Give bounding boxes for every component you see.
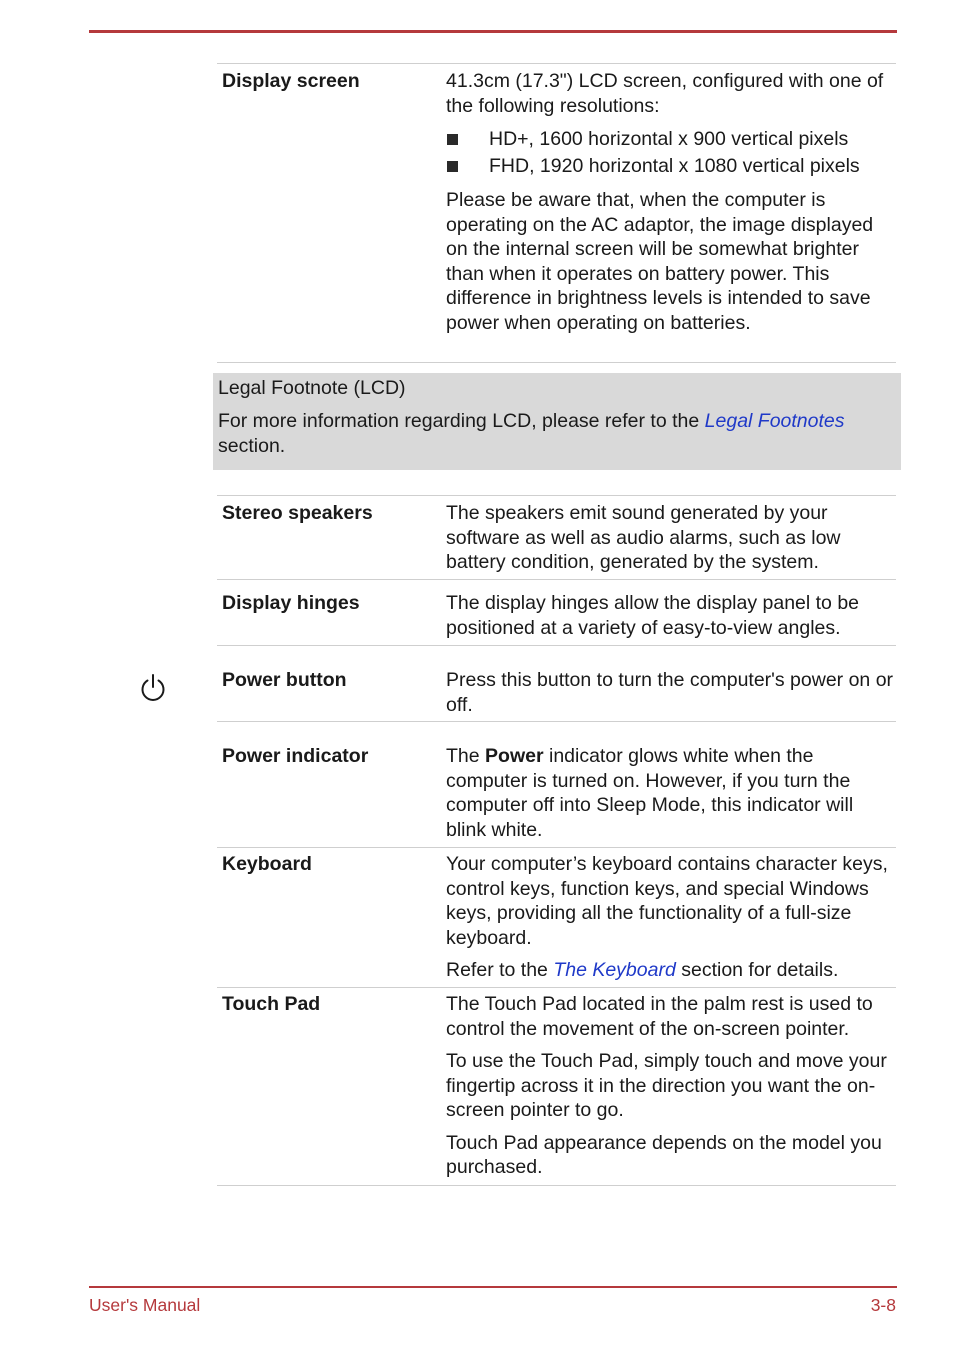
footer-manual-title: User's Manual [89, 1295, 201, 1315]
desc-stereo-speakers: The speakers emit sound generated by your software as well as audio alarms, such as low battery condition, generated by the system. [446, 502, 841, 573]
row-power-button [217, 645, 896, 722]
display-screen-note: Please be aware that, when the computer is operating on the AC adaptor, the image displayed on the internal screen will be somewhat brighter than when it operates on battery power. This difference in brightness levels is intended to save power when operating on batteries. [446, 189, 874, 334]
list-item-text: HD+, 1600 horizontal x 900 vertical pixels [489, 128, 849, 150]
row-touch-pad [217, 987, 896, 1186]
term-display-hinges: Display hinges [222, 592, 360, 614]
list-item-text: FHD, 1920 horizontal x 1080 vertical pixels [489, 155, 860, 177]
legal-footnote-text-end: section. [218, 434, 286, 457]
the-keyboard-link[interactable]: The Keyboard [553, 959, 676, 981]
legal-footnotes-link[interactable]: Legal Footnotes [704, 410, 845, 432]
desc-power-indicator [446, 744, 894, 842]
term-power-button: Power button [222, 669, 347, 691]
keyboard-ref-text-end: section for details. [675, 959, 839, 981]
touch-pad-p2: To use the Touch Pad, simply touch and move your fingertip across it in the direction you want the on-screen pointer to go. [446, 1050, 887, 1121]
resolution-list [446, 126, 894, 180]
power-indicator-bold: Power [485, 745, 544, 767]
touch-pad-p3: Touch Pad appearance depends on the model you purchased. [446, 1131, 882, 1178]
desc-power-button: Press this button to turn the computer's power on or off. [446, 669, 894, 716]
footer-page-number: 3-8 [870, 1295, 896, 1315]
desc-touch-pad [446, 992, 894, 1188]
legal-footnote-text: For more information regarding LCD, please refer to the [218, 410, 705, 432]
row-power-indicator [217, 721, 896, 848]
desc-display-screen [446, 69, 894, 343]
row-keyboard [217, 847, 896, 988]
row-stereo-speakers [217, 495, 896, 580]
power-icon [139, 673, 167, 703]
row-display-hinges [217, 579, 896, 646]
desc-display-hinges: The display hinges allow the display panel to be positioned at a variety of easy-to-view angles. [446, 592, 860, 639]
square-bullet-icon [447, 161, 458, 172]
term-display-screen: Display screen [222, 70, 360, 92]
term-keyboard: Keyboard [222, 853, 312, 875]
desc-keyboard [446, 852, 894, 991]
legal-footnote-box [213, 373, 901, 470]
legal-footnote-title: Legal Footnote (LCD) [218, 377, 406, 399]
keyboard-ref-text: Refer to the [446, 959, 554, 981]
footer-rule [89, 1286, 897, 1288]
term-stereo-speakers: Stereo speakers [222, 502, 373, 524]
power-indicator-text: The [446, 745, 486, 767]
row-display-screen [217, 63, 896, 363]
list-item [446, 153, 894, 180]
keyboard-description: Your computer’s keyboard contains character keys, control keys, function keys, and special Windows keys, providing all the functionality of a full-size keyboard. [446, 853, 888, 949]
list-item [446, 126, 894, 153]
power-indicator-text-rest: indicator glows white when the computer is turned on. However, if you turn the computer off into Sleep Mode, this indicator will blink white. [446, 745, 854, 841]
legal-footnote-body [218, 409, 888, 458]
term-touch-pad: Touch Pad [222, 993, 321, 1015]
square-bullet-icon [447, 134, 458, 145]
term-power-indicator: Power indicator [222, 745, 369, 767]
keyboard-reference [446, 958, 894, 983]
touch-pad-p1: The Touch Pad located in the palm rest is used to control the movement of the on-screen pointer. [446, 993, 873, 1040]
display-screen-intro: 41.3cm (17.3") LCD screen, configured with one of the following resolutions: [446, 70, 884, 117]
header-rule [89, 30, 897, 33]
